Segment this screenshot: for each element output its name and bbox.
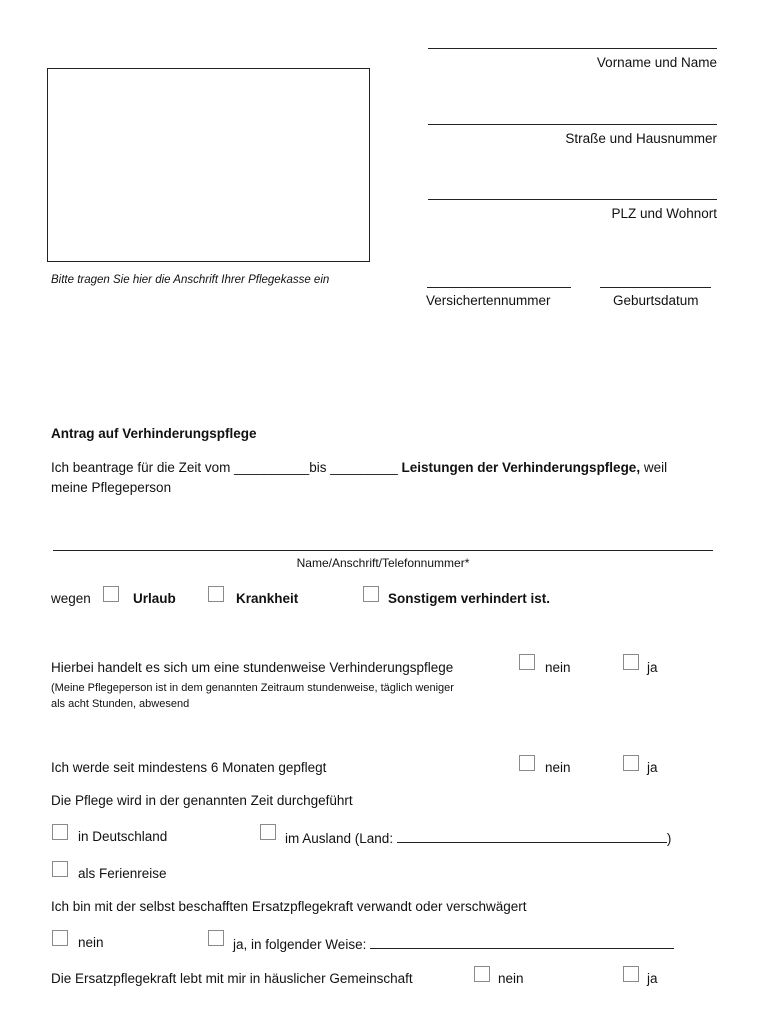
related-yes-text: ja, in folgender Weise: — [233, 937, 371, 952]
street-line[interactable] — [428, 124, 717, 125]
hourly-note-line2: als acht Stunden, abwesend — [51, 698, 190, 710]
household-yes-label: ja — [647, 971, 658, 986]
date-to-blank[interactable]: _________ — [326, 460, 398, 475]
holiday-checkbox[interactable] — [52, 861, 68, 877]
illness-label: Krankheit — [236, 591, 299, 606]
hourly-no-label: nein — [545, 660, 571, 675]
germany-label: in Deutschland — [78, 829, 168, 844]
holiday-label: als Ferienreise — [78, 866, 167, 881]
request-text-part1: Ich beantrage für die Zeit vom — [51, 460, 235, 475]
abroad-label — [285, 829, 671, 846]
insurance-number-label: Versichertennummer — [426, 293, 551, 308]
caregiver-contact-label: Name/Anschrift/Telefonnummer* — [296, 556, 470, 570]
related-how-field[interactable] — [370, 935, 674, 949]
hourly-yes-checkbox[interactable] — [623, 654, 639, 670]
hourly-yes-label: ja — [647, 660, 658, 675]
reason-prefix: wegen — [51, 591, 91, 606]
application-title: Antrag auf Verhinderungspflege — [51, 426, 257, 441]
hourly-no-checkbox[interactable] — [519, 654, 535, 670]
birthdate-label: Geburtsdatum — [613, 293, 699, 308]
request-tail: weil — [640, 460, 668, 475]
six-months-no-checkbox[interactable] — [519, 755, 535, 771]
city-line[interactable] — [428, 199, 717, 200]
abroad-checkbox[interactable] — [260, 824, 276, 840]
six-months-no-label: nein — [545, 760, 571, 775]
related-yes-label — [233, 935, 674, 952]
other-reason-label: Sonstigem verhindert ist. — [388, 591, 551, 606]
related-yes-checkbox[interactable] — [208, 930, 224, 946]
germany-checkbox[interactable] — [52, 824, 68, 840]
request-line2: meine Pflegeperson — [51, 480, 172, 495]
six-months-yes-label: ja — [647, 760, 658, 775]
request-bold-text: Leistungen der Verhinderungspflege, — [397, 460, 641, 475]
household-no-checkbox[interactable] — [474, 966, 490, 982]
other-reason-checkbox[interactable] — [363, 586, 379, 602]
related-no-label: nein — [78, 935, 104, 950]
abroad-country-field[interactable] — [397, 829, 667, 843]
caregiver-contact-line[interactable] — [53, 550, 713, 551]
illness-checkbox[interactable] — [208, 586, 224, 602]
vacation-label: Urlaub — [133, 591, 176, 606]
name-line[interactable] — [428, 48, 717, 49]
name-label: Vorname und Name — [596, 55, 717, 70]
bis-text: bis — [309, 460, 327, 475]
city-label: PLZ und Wohnort — [611, 206, 717, 221]
date-from-blank[interactable]: __________ — [234, 460, 310, 475]
street-label: Straße und Hausnummer — [565, 131, 717, 146]
related-question: Ich bin mit der selbst beschafften Ersatzpflegekraft verwandt oder verschwägert — [51, 899, 527, 914]
insurance-number-line[interactable] — [427, 287, 571, 288]
vacation-checkbox[interactable] — [103, 586, 119, 602]
hourly-note-line1: (Meine Pflegeperson ist in dem genannten Zeitraum stundenweise, täglich weniger — [51, 682, 454, 694]
abroad-label-text: im Ausland (Land: — [285, 831, 397, 846]
household-question: Die Ersatzpflegekraft lebt mit mir in häuslicher Gemeinschaft — [51, 971, 413, 986]
birthdate-line[interactable] — [600, 287, 711, 288]
related-no-checkbox[interactable] — [52, 930, 68, 946]
insurance-address-box[interactable] — [47, 68, 370, 262]
six-months-question: Ich werde seit mindestens 6 Monaten gepflegt — [51, 760, 327, 775]
household-yes-checkbox[interactable] — [623, 966, 639, 982]
hourly-question: Hierbei handelt es sich um eine stundenweise Verhinderungspflege — [51, 660, 454, 675]
household-no-label: nein — [498, 971, 524, 986]
six-months-yes-checkbox[interactable] — [623, 755, 639, 771]
request-paragraph — [51, 458, 723, 498]
abroad-close-paren: ) — [666, 831, 672, 846]
location-question: Die Pflege wird in der genannten Zeit durchgeführt — [51, 793, 353, 808]
address-hint: Bitte tragen Sie hier die Anschrift Ihrer Pflegekasse ein — [51, 274, 330, 286]
